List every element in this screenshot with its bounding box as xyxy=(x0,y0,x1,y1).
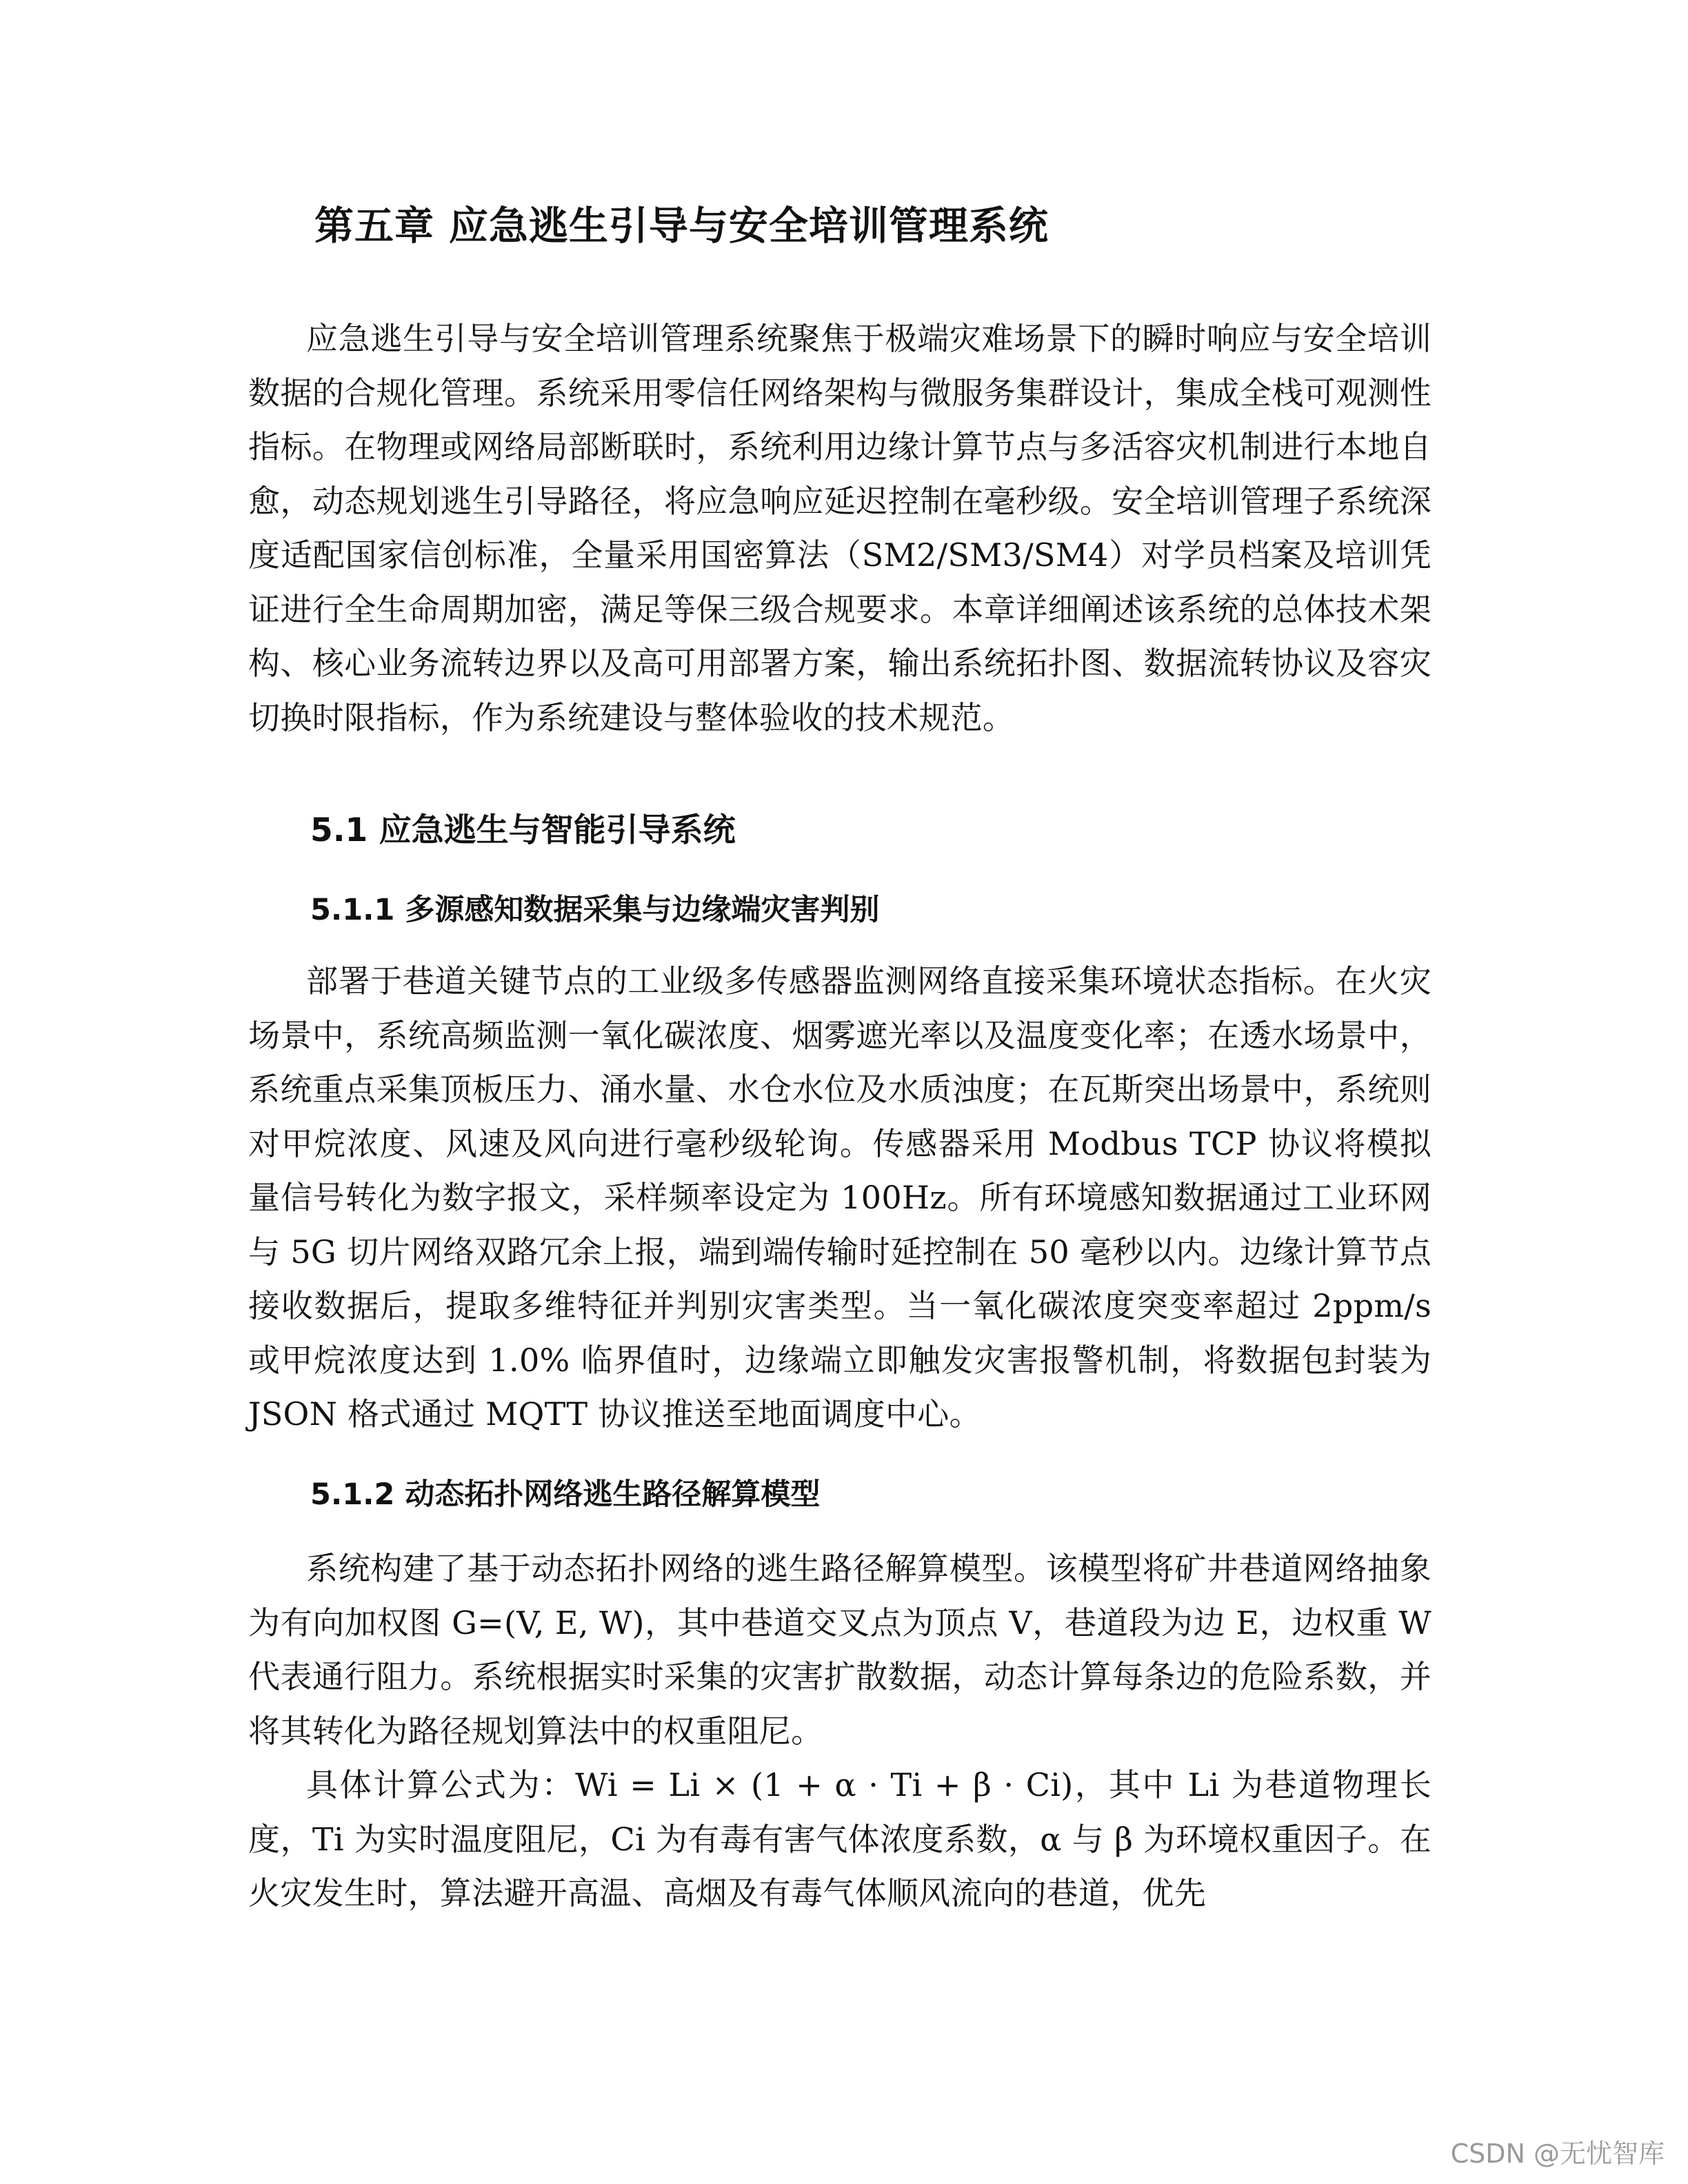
subsection-5-1-1-paragraph: 部署于巷道关键节点的工业级多传感器监测网络直接采集环境状态指标。在火灾场景中，系统高频监测一氧化碳浓度、烟雾遮光率以及温度变化率；在透水场景中，系统重点采集顶板压力、涌水量、水仓水位及水质浊度；在瓦斯突出场景中，系统则对甲烷浓度、风速及风向进行毫秒级轮询。传感器采用 Modbus TCP 协议将模拟量信号转化为数字报文，采样频率设定为 100Hz。所有环境感知数据通过工业环网与 5G 切片网络双路冗余上报，端到端传输时延控制在 50 毫秒以内。边缘计算节点接收数据后，提取多维特征并判别灾害类型。当一氧化碳浓度突变率超过 2ppm/s 或甲烷浓度达到 1.0% 临界值时，边缘端立即触发灾害报警机制，将数据包封装为 JSON 格式通过 MQTT 协议推送至地面调度中心。 xyxy=(248,962,1431,1433)
subsection-heading-5-1-1: 5.1.1 多源感知数据采集与边缘端灾害判别 xyxy=(310,893,880,927)
chapter-title: 第五章 应急逃生引导与安全培训管理系统 xyxy=(314,203,1049,249)
intro-paragraph: 应急逃生引导与安全培训管理系统聚焦于极端灾难场景下的瞬时响应与安全培训数据的合规化管理。系统采用零信任网络架构与微服务集群设计，集成全栈可观测性指标。在物理或网络局部断联时，系统利用边缘计算节点与多活容灾机制进行本地自愈，动态规划逃生引导路径，将应急响应延迟控制在毫秒级。安全培训管理子系统深度适配国家信创标准，全量采用国密算法（SM2/SM3/SM4）对学员档案及培训凭证进行全生命周期加密，满足等保三级合规要求。本章详细阐述该系统的总体技术架构、核心业务流转边界以及高可用部署方案，输出系统拓扑图、数据流转协议及容灾切换时限指标，作为系统建设与整体验收的技术规范。 xyxy=(248,320,1431,736)
subsection-5-1-2-paragraph-1: 系统构建了基于动态拓扑网络的逃生路径解算模型。该模型将矿井巷道网络抽象为有向加权图 G=(V, E, W)，其中巷道交叉点为顶点 V，巷道段为边 E，边权重 W 代表通行阻力。系统根据实时采集的灾害扩散数据，动态计算每条边的危险系数，并将其转化为路径规划算法中的权重阻尼。 xyxy=(248,1550,1431,1750)
subsection-heading-5-1-2: 5.1.2 动态拓扑网络逃生路径解算模型 xyxy=(310,1477,821,1512)
csdn-watermark: CSDN @无忧智库 xyxy=(1450,2138,1665,2169)
subsection-5-1-2-paragraph-2: 具体计算公式为：Wi = Li × (1 + α · Ti + β · Ci)，其中 Li 为巷道物理长度，Ti 为实时温度阻尼，Ci 为有毒有害气体浓度系数，α 与 β 为环境权重因子。在火灾发生时，算法避开高温、高烟及有毒气体顺风流向的巷道，优先 xyxy=(248,1766,1431,1912)
section-heading-5-1: 5.1 应急逃生与智能引导系统 xyxy=(310,811,736,849)
